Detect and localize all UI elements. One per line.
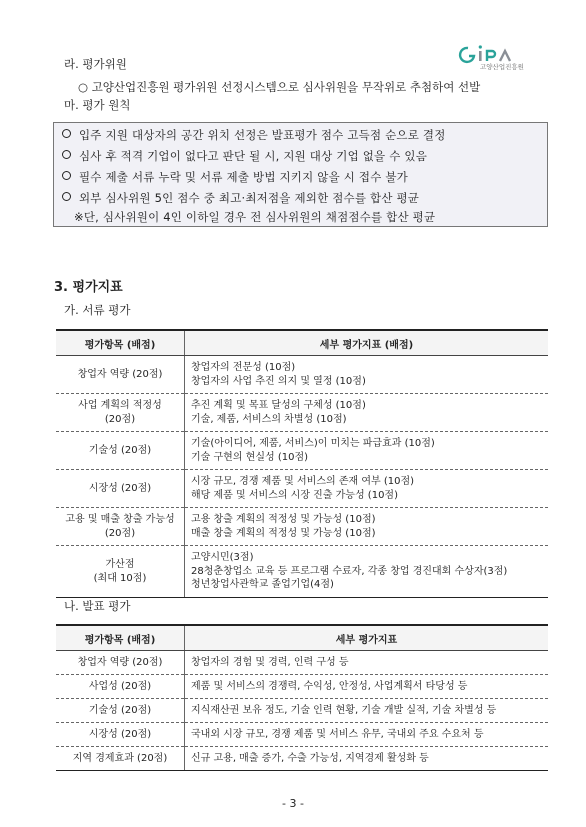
detail-cell: 고용 창출 계획의 적정성 및 가능성 (10점) 매출 창출 계획의 적정성 및 가능성 (10점)	[185, 508, 549, 546]
item-cell: 고용 및 매출 창출 가능성 (20점)	[56, 508, 185, 546]
table-row	[56, 651, 548, 675]
item-cell: 기술성 (20점)	[56, 432, 185, 470]
column-header-item: 평가항목 (배점)	[56, 330, 185, 356]
table-row	[56, 546, 548, 598]
principles-box	[53, 122, 548, 227]
item-cell: 가산점 (최대 10점)	[56, 546, 185, 598]
item-cell: 사업성 (20점)	[56, 675, 185, 699]
item-cell: 창업자 역량 (20점)	[56, 356, 185, 394]
table-row	[56, 747, 548, 771]
table-row	[56, 432, 548, 470]
detail-cell: 추진 계획 및 목표 달성의 구체성 (10점) 기술, 제품, 서비스의 차별성 (10점)	[185, 394, 549, 432]
section-ga-heading: 가. 서류 평가	[64, 303, 131, 317]
logo-subtitle: 고양산업진흥원	[480, 63, 524, 71]
table-row	[56, 356, 548, 394]
table-row	[56, 470, 548, 508]
section-na-heading: 나. 발표 평가	[64, 599, 131, 613]
table-header-row	[56, 330, 548, 356]
bullet-circle-icon	[62, 129, 71, 138]
column-header-item: 평가항목 (배점)	[56, 625, 185, 651]
document-evaluation-table	[56, 329, 548, 598]
detail-cell: 창업자의 전문성 (10점) 창업자의 사업 추진 의지 및 열정 (10점)	[185, 356, 549, 394]
section-ma-heading: 마. 평가 원칙	[64, 98, 131, 112]
detail-cell: 고양시민(3점) 28청춘창업소 교육 등 프로그램 수료자, 각종 창업 경진대회 수상자(3점) 청년창업사관학교 졸업기업(4점)	[185, 546, 549, 598]
gipa-logo	[458, 44, 548, 74]
principle-note: ※단, 심사위원이 4인 이하일 경우 전 심사위원의 채점점수를 합산 평균	[74, 210, 436, 224]
principle-item: 필수 제출 서류 누락 및 서류 제출 방법 지키지 않을 시 접수 불가	[62, 169, 408, 185]
principle-item: 입주 지원 대상자의 공간 위치 선정은 발표평가 점수 고득점 순으로 결정	[62, 127, 446, 143]
section-ra-heading: 라. 평가위원	[64, 57, 127, 71]
item-cell: 지역 경제효과 (20점)	[56, 747, 185, 771]
item-cell: 시장성 (20점)	[56, 723, 185, 747]
table-row	[56, 508, 548, 546]
column-header-detail: 세부 평가지표 (배점)	[185, 330, 549, 356]
bullet-circle-icon	[62, 171, 71, 180]
principle-item: 심사 후 적격 기업이 없다고 판단 될 시, 지원 대상 기업 없을 수 있음	[62, 148, 427, 164]
bullet-circle-icon	[62, 192, 71, 201]
detail-cell: 시장 규모, 경쟁 제품 및 서비스의 존재 여부 (10점) 해당 제품 및 서비스의 시장 진출 가능성 (10점)	[185, 470, 549, 508]
detail-cell: 지식재산권 보유 정도, 기술 인력 현황, 기술 개발 실적, 기술 차별성 등	[185, 699, 549, 723]
item-cell: 시장성 (20점)	[56, 470, 185, 508]
gipa-logo-mark	[458, 44, 522, 64]
table-row	[56, 723, 548, 747]
table-row	[56, 394, 548, 432]
presentation-evaluation-table	[56, 624, 548, 771]
ra-description: ○ 고양산업진흥원 평가위원 선정시스템으로 심사위원을 무작위로 추첨하여 선발	[78, 80, 481, 94]
item-cell: 기술성 (20점)	[56, 699, 185, 723]
item-cell: 사업 계획의 적정성 (20점)	[56, 394, 185, 432]
detail-cell: 국내외 시장 규모, 경쟁 제품 및 서비스 유무, 국내외 주요 수요처 등	[185, 723, 549, 747]
section-3-title: 3. 평가지표	[54, 280, 123, 295]
table-row	[56, 675, 548, 699]
column-header-detail: 세부 평가지표	[185, 625, 549, 651]
detail-cell: 기술(아이디어, 제품, 서비스)이 미치는 파급효과 (10점) 기술 구현의 현실성 (10점)	[185, 432, 549, 470]
bullet-circle-icon	[62, 150, 71, 159]
detail-cell: 신규 고용, 매출 증가, 수출 가능성, 지역경제 활성화 등	[185, 747, 549, 771]
detail-cell: 창업자의 경험 및 경력, 인력 구성 등	[185, 651, 549, 675]
page-number: - 3 -	[282, 797, 304, 810]
table-row	[56, 699, 548, 723]
table-header-row	[56, 625, 548, 651]
detail-cell: 제품 및 서비스의 경쟁력, 수익성, 안정성, 사업계획서 타당성 등	[185, 675, 549, 699]
item-cell: 창업자 역량 (20점)	[56, 651, 185, 675]
principle-item: 외부 심사위원 5인 점수 중 최고·최저점을 제외한 점수를 합산 평균	[62, 190, 419, 206]
